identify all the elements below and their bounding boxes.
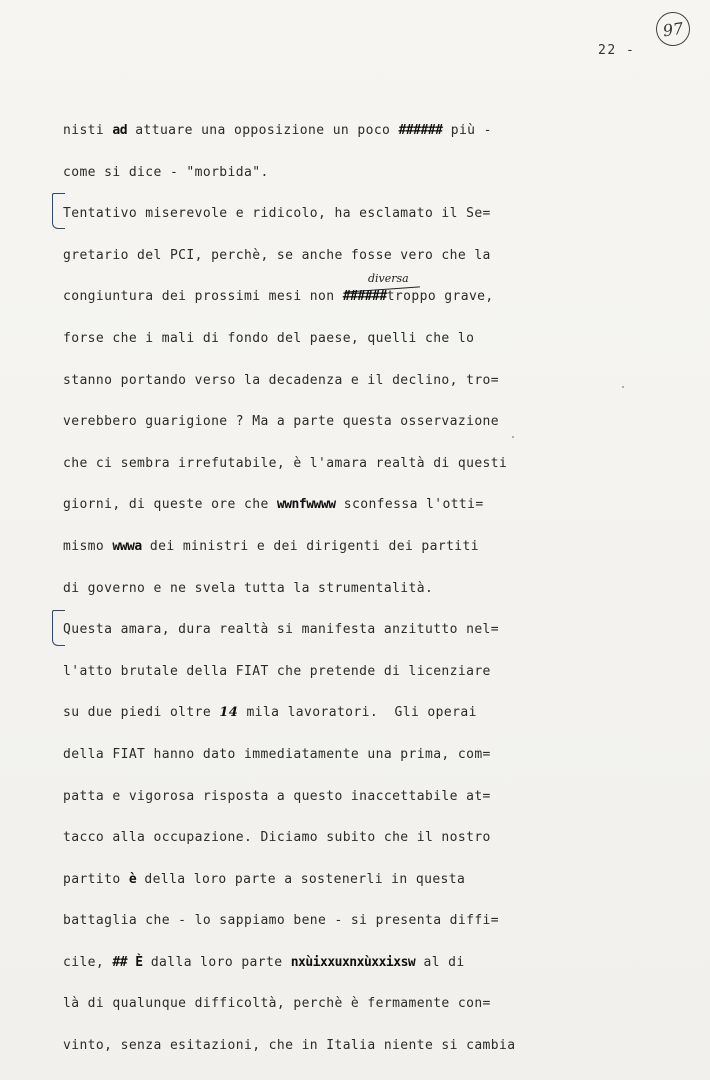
struck-out-text: wwnfwwww	[276, 497, 336, 513]
text-line: giorni, di queste ore che wwnfwwww sconfessa l'otti=	[63, 484, 673, 526]
text-line: congiuntura dei prossimi mesi non ######troppo grave,	[63, 276, 673, 318]
text-line: battaglia che - lo sappiamo bene - si presenta diffi=	[63, 913, 500, 929]
struck-out-text: wwwa	[112, 538, 142, 554]
struck-out-text: è	[128, 871, 137, 887]
text-line: di governo e ne svela tutta la strumentalità.	[63, 580, 434, 596]
text-line: tacco alla occupazione. Diciamo subito che il nostro	[63, 830, 491, 846]
archive-number-stamp	[654, 10, 692, 48]
text-line: forse che i mali di fondo del paese, quelli che lo	[63, 330, 475, 346]
text-line: su due piedi oltre 14 mila lavoratori. Gli operai	[63, 705, 477, 721]
text-line: patta e vigorosa risposta a questo inaccettabile at=	[63, 788, 491, 804]
text-line: stanno portando verso la decadenza e il declino, tro=	[63, 372, 500, 388]
handwritten-number: 14	[219, 705, 239, 721]
typed-body-text	[63, 110, 673, 1067]
text-line: che ci sembra irrefutabile, è l'amara realtà di questi	[63, 455, 508, 471]
text-line: come si dice - "morbida".	[63, 164, 269, 180]
text-line: partito è della loro parte a sostenerli in questa	[63, 859, 673, 901]
text-line: mismo wwwa dei ministri e dei dirigenti dei partiti	[63, 526, 673, 568]
text-line: l'atto brutale della FIAT che pretende di licenziare	[63, 663, 491, 679]
struck-out-text: ##	[112, 954, 128, 970]
struck-out-text: ######	[342, 289, 387, 305]
struck-out-text: ######	[398, 123, 443, 138]
text-line: cile, ## È dalla loro parte nxùixxuxnxùxxixsw al di	[63, 942, 673, 984]
text-line: Questa amara, dura realtà si manifesta anzitutto nel=	[63, 622, 500, 638]
text-line: nisti ad attuare una opposizione un poco ###### più -	[63, 110, 673, 152]
struck-out-text: ad	[112, 123, 128, 138]
text-line: là di qualunque difficoltà, perchè è fermamente con=	[63, 996, 491, 1012]
text-line: Tentativo miserevole e ridicolo, ha esclamato il Se=	[63, 206, 491, 222]
page-number: 22 -	[598, 43, 636, 58]
text-line: vinto, senza esitazioni, che in Italia niente si cambia	[63, 1038, 516, 1054]
archive-number: 97	[661, 18, 685, 40]
handwritten-insertion: diversa	[368, 272, 409, 285]
text-line: verebbero guarigione ? Ma a parte questa osservazione	[63, 414, 500, 430]
text-line: della FIAT hanno dato immediatamente una prima, com=	[63, 746, 491, 762]
struck-out-text: nxùixxuxnxùxxixsw	[290, 954, 416, 970]
struck-out-text: È	[135, 954, 143, 970]
text-line: gretario del PCI, perchè, se anche fosse vero che la	[63, 247, 491, 263]
